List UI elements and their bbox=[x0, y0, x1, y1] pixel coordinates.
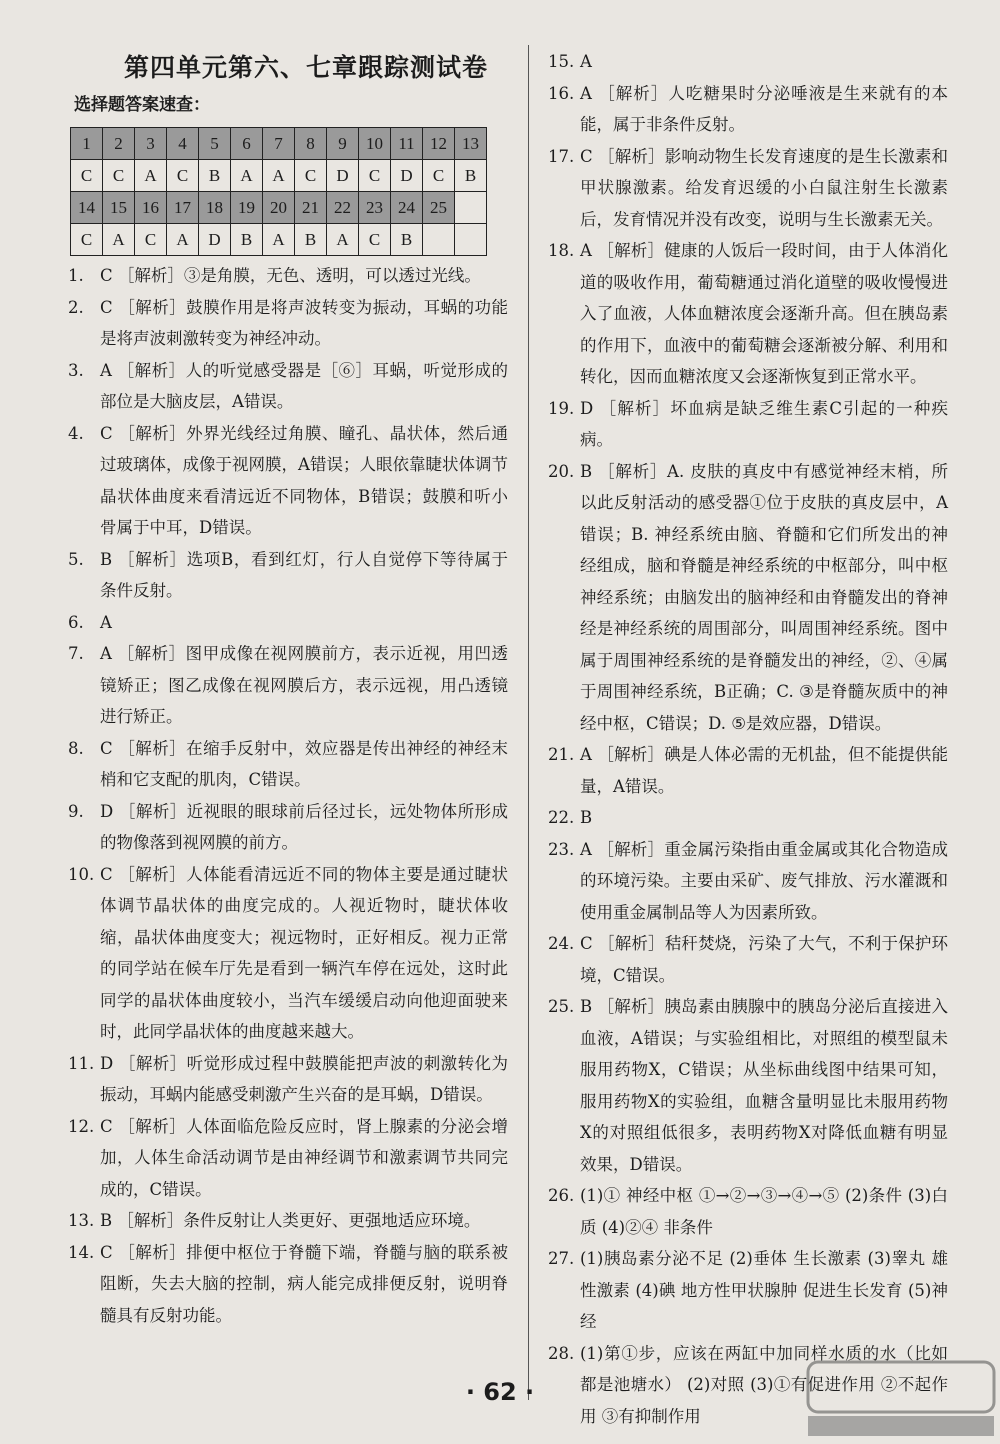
answer-item-number: 9. bbox=[68, 801, 84, 821]
answer-item-text: C ［解析］人体面临危险反应时，肾上腺素的分泌会增加，人体生命活动调节是由神经调节和激素调节共同完成的，C错误。 bbox=[100, 1116, 508, 1199]
answer-item-text: B ［解析］选项B，看到红灯，行人自觉停下等待属于条件反射。 bbox=[100, 549, 508, 600]
answer-item-text: A ［解析］重金属污染指由重金属或其化合物造成的环境污染。主要由采矿、废气排放、污水灌溉和使用重金属制品等人为因素所致。 bbox=[580, 839, 948, 922]
question-number-cell: 1 bbox=[71, 128, 103, 160]
answer-cell: B bbox=[231, 224, 263, 256]
answer-item bbox=[548, 46, 948, 78]
answer-item-number: 20. bbox=[548, 461, 575, 481]
answer-item bbox=[548, 834, 948, 929]
answer-item bbox=[68, 638, 508, 733]
answer-item-number: 27. bbox=[548, 1249, 575, 1268]
answer-item-number: 1. bbox=[68, 266, 84, 285]
answer-item-number: 6. bbox=[68, 612, 84, 632]
answer-cell: A bbox=[103, 224, 135, 256]
answer-item-text: B ［解析］条件反射让人类更好、更强地适应环境。 bbox=[100, 1211, 481, 1230]
answer-cell bbox=[423, 224, 455, 256]
question-number-cell: 8 bbox=[295, 128, 327, 160]
answer-item-number: 3. bbox=[68, 360, 84, 380]
column-divider bbox=[528, 45, 529, 1400]
answer-item-number: 21. bbox=[548, 745, 575, 764]
answer-item-text: C ［解析］鼓膜作用是将声波转变为振动，耳蜗的功能是将声波刺激转变为神经冲动。 bbox=[100, 297, 508, 348]
answer-cell bbox=[455, 224, 487, 256]
answer-item bbox=[68, 544, 508, 607]
answer-item-number: 14. bbox=[68, 1242, 95, 1262]
question-number-cell: 21 bbox=[295, 192, 327, 224]
answer-item bbox=[548, 393, 948, 456]
question-number-cell: 16 bbox=[135, 192, 167, 224]
answer-item-text: B ［解析］A. 皮肤的真皮中有感觉神经末梢，所以此反射活动的感受器①位于皮肤的真皮层中，A错误；B. 神经系统由脑、脊髓和它们所发出的神经组成，脑和脊髓是神经系统的中枢部分，叫中枢神经系统；由脑发出的脑神经和由脊髓发出的脊神经是神经系统的周围部分，叫周围神经系统。图中属于周围神经系统的是脊髓发出的神经，②、④属于周围神经系统，B正确；C. ③是脊髓灰质中的神经中枢，C错误；D. ⑤是效应器，D错误。 bbox=[580, 461, 948, 733]
answer-cell: B bbox=[391, 224, 423, 256]
answer-item-number: 19. bbox=[548, 398, 575, 418]
answer-cell: C bbox=[71, 224, 103, 256]
question-number-cell: 15 bbox=[103, 192, 135, 224]
answer-item bbox=[548, 456, 948, 740]
answer-cell: A bbox=[263, 160, 295, 192]
answer-item-number: 16. bbox=[548, 83, 575, 103]
answer-cell: D bbox=[391, 160, 423, 192]
left-column bbox=[68, 0, 508, 1331]
right-answer-list bbox=[548, 46, 948, 1432]
question-number-cell: 24 bbox=[391, 192, 423, 224]
answer-table-answer-row bbox=[71, 160, 487, 192]
page-number: · 62 · bbox=[465, 1378, 535, 1406]
answer-item-text: D ［解析］坏血病是缺乏维生素C引起的一种疾病。 bbox=[580, 398, 948, 449]
answer-item bbox=[68, 859, 508, 1048]
question-number-cell: 20 bbox=[263, 192, 295, 224]
answer-item bbox=[68, 1048, 508, 1111]
question-number-cell: 13 bbox=[455, 128, 487, 160]
answer-item bbox=[548, 1243, 948, 1338]
answer-cell: C bbox=[167, 160, 199, 192]
right-column bbox=[548, 0, 948, 1432]
question-number-cell: 19 bbox=[231, 192, 263, 224]
answer-item-text: A ［解析］图甲成像在视网膜前方，表示近视，用凹透镜矫正；图乙成像在视网膜后方，表示远视，用凸透镜进行矫正。 bbox=[100, 644, 508, 726]
answer-item-text: D ［解析］近视眼的眼球前后径过长，远处物体所形成的物像落到视网膜的前方。 bbox=[100, 801, 508, 852]
answer-cell: D bbox=[199, 224, 231, 256]
question-number-cell: 18 bbox=[199, 192, 231, 224]
answer-item-number: 17. bbox=[548, 146, 575, 166]
question-number-cell bbox=[455, 192, 487, 224]
answer-item-text: B bbox=[580, 808, 593, 827]
answer-item-number: 15. bbox=[548, 52, 575, 71]
answer-item bbox=[548, 235, 948, 393]
answer-cell: A bbox=[231, 160, 263, 192]
answer-item bbox=[68, 355, 508, 418]
answer-subtitle: 选择题答案速查： bbox=[74, 95, 210, 115]
answer-cell: A bbox=[167, 224, 199, 256]
question-number-cell: 23 bbox=[359, 192, 391, 224]
question-number-cell: 2 bbox=[103, 128, 135, 160]
answer-item bbox=[548, 141, 948, 236]
answer-item-text: A bbox=[580, 52, 592, 71]
answer-item-number: 13. bbox=[68, 1211, 95, 1230]
answer-item-text: (1)第①步，应该在两缸中加同样水质的水（比如都是池塘水） (2)对照 (3)①有促进作用 ②不起作用 ③有抑制作用 bbox=[580, 1343, 948, 1426]
answer-item-number: 11. bbox=[68, 1053, 95, 1073]
answer-cell: C bbox=[135, 224, 167, 256]
page-title: 第四单元第六、七章跟踪测试卷 bbox=[124, 53, 489, 82]
answer-item-text: C ［解析］排便中枢位于脊髓下端，脊髓与脑的联系被阻断，失去大脑的控制，病人能完成排便反射，说明脊髓具有反射功能。 bbox=[100, 1242, 508, 1325]
answer-table-number-row bbox=[71, 128, 487, 160]
answer-item-number: 24. bbox=[548, 934, 575, 953]
answer-cell: C bbox=[103, 160, 135, 192]
answer-cell: A bbox=[327, 224, 359, 256]
answer-item bbox=[548, 928, 948, 991]
answer-item bbox=[68, 1111, 508, 1206]
answer-item-text: (1)胰岛素分泌不足 (2)垂体 生长激素 (3)睾丸 雄性激素 (4)碘 地方性甲状腺肿 促进生长发育 (5)神经 bbox=[580, 1249, 948, 1331]
question-number-cell: 4 bbox=[167, 128, 199, 160]
answer-item-number: 18. bbox=[548, 241, 575, 260]
answer-item-number: 10. bbox=[68, 864, 95, 884]
question-number-cell: 22 bbox=[327, 192, 359, 224]
question-number-cell: 9 bbox=[327, 128, 359, 160]
question-number-cell: 14 bbox=[71, 192, 103, 224]
answer-table bbox=[70, 127, 487, 256]
answer-cell: A bbox=[263, 224, 295, 256]
answer-item-text: A ［解析］人的听觉感受器是［⑥］耳蜗，听觉形成的部位是大脑皮层，A错误。 bbox=[100, 360, 508, 411]
answer-item-text: A ［解析］健康的人饭后一段时间，由于人体消化道的吸收作用，葡萄糖通过消化道壁的吸收慢慢进入了血液，人体血糖浓度会逐渐升高。但在胰岛素的作用下，血液中的葡萄糖会逐渐被分解、利用和转化，因而血糖浓度又会逐渐恢复到正常水平。 bbox=[580, 241, 948, 386]
answer-item-text: B ［解析］胰岛素由胰腺中的胰岛分泌后直接进入血液，A错误；与实验组相比，对照组的模型鼠未服用药物X，C错误；从坐标曲线图中结果可知，服用药物X的实验组，血糖含量明显比未服用药物X的对照组低很多，表明药物X对降低血糖有明显效果，D错误。 bbox=[580, 997, 948, 1174]
question-number-cell: 3 bbox=[135, 128, 167, 160]
answer-item bbox=[548, 78, 948, 141]
answer-item-number: 5. bbox=[68, 549, 84, 569]
answer-item-text: A bbox=[100, 612, 112, 632]
answer-item-number: 8. bbox=[68, 738, 84, 758]
question-number-cell: 12 bbox=[423, 128, 455, 160]
answer-item-number: 26. bbox=[548, 1186, 575, 1205]
answer-item-text: D ［解析］听觉形成过程中鼓膜能把声波的刺激转化为振动，耳蜗内能感受刺激产生兴奋的是耳蜗，D错误。 bbox=[100, 1053, 508, 1104]
question-number-cell: 17 bbox=[167, 192, 199, 224]
answer-item-number: 23. bbox=[548, 839, 575, 859]
answer-item-number: 12. bbox=[68, 1116, 95, 1136]
answer-item bbox=[68, 418, 508, 544]
answer-table-number-row bbox=[71, 192, 487, 224]
answer-item bbox=[548, 802, 948, 834]
question-number-cell: 6 bbox=[231, 128, 263, 160]
answer-cell: B bbox=[295, 224, 327, 256]
answer-cell: B bbox=[199, 160, 231, 192]
answer-item-text: C ［解析］秸秆焚烧，污染了大气，不利于保护环境，C错误。 bbox=[580, 934, 948, 985]
answer-cell: C bbox=[71, 160, 103, 192]
answer-cell: C bbox=[359, 160, 391, 192]
question-number-cell: 10 bbox=[359, 128, 391, 160]
answer-item-number: 28. bbox=[548, 1343, 575, 1363]
answer-cell: C bbox=[359, 224, 391, 256]
answer-cell: C bbox=[295, 160, 327, 192]
left-answer-list bbox=[68, 260, 508, 1331]
answer-item bbox=[548, 739, 948, 802]
answer-cell: D bbox=[327, 160, 359, 192]
question-number-cell: 11 bbox=[391, 128, 423, 160]
answer-cell: A bbox=[135, 160, 167, 192]
answer-item bbox=[68, 1205, 508, 1237]
answer-item bbox=[68, 292, 508, 355]
answer-item-number: 22. bbox=[548, 808, 575, 827]
answer-item bbox=[68, 607, 508, 639]
answer-item-text: A ［解析］碘是人体必需的无机盐，但不能提供能量，A错误。 bbox=[580, 745, 948, 796]
answer-item-text: C ［解析］外界光线经过角膜、瞳孔、晶状体，然后通过玻璃体，成像于视网膜，A错误；人眼依靠睫状体调节晶状体曲度来看清远近不同物体，B错误；鼓膜和听小骨属于中耳，D错误。 bbox=[100, 423, 508, 537]
answer-item-number: 7. bbox=[68, 644, 84, 663]
answer-item-text: C ［解析］人体能看清远近不同的物体主要是通过睫状体调节晶状体的曲度完成的。人视近物时，睫状体收缩，晶状体曲度变大；视远物时，正好相反。视力正常的同学站在候车厅先是看到一辆汽车停在远处，这时此同学的晶状体曲度较小，当汽车缓缓启动向他迎面驶来时，此同学晶状体的曲度越来越大。 bbox=[100, 864, 508, 1041]
answer-cell: B bbox=[455, 160, 487, 192]
answer-item-text: (1)① 神经中枢 ①→②→③→④→⑤ (2)条件 (3)白质 (4)②④ 非条件 bbox=[580, 1186, 948, 1237]
answer-item bbox=[548, 991, 948, 1180]
answer-item bbox=[68, 1237, 508, 1332]
watermark-logo bbox=[806, 1360, 996, 1440]
answer-item-number: 2. bbox=[68, 297, 84, 317]
answer-item-text: C ［解析］在缩手反射中，效应器是传出神经的神经末梢和它支配的肌肉，C错误。 bbox=[100, 738, 508, 789]
answer-item-text: C ［解析］③是角膜，无色、透明，可以透过光线。 bbox=[100, 266, 481, 285]
answer-item bbox=[68, 260, 508, 292]
answer-item-number: 4. bbox=[68, 423, 84, 443]
answer-table-answer-row bbox=[71, 224, 487, 256]
answer-item-text: C ［解析］影响动物生长发育速度的是生长激素和甲状腺激素。给发育迟缓的小白鼠注射生长激素后，发育情况并没有改变，说明与生长激素无关。 bbox=[580, 146, 948, 229]
answer-item-text: A ［解析］人吃糖果时分泌唾液是生来就有的本能，属于非条件反射。 bbox=[580, 83, 948, 134]
question-number-cell: 5 bbox=[199, 128, 231, 160]
answer-cell: C bbox=[423, 160, 455, 192]
question-number-cell: 7 bbox=[263, 128, 295, 160]
answer-item-number: 25. bbox=[548, 997, 575, 1016]
answer-item bbox=[68, 733, 508, 796]
answer-item bbox=[68, 796, 508, 859]
question-number-cell: 25 bbox=[423, 192, 455, 224]
answer-item bbox=[548, 1180, 948, 1243]
